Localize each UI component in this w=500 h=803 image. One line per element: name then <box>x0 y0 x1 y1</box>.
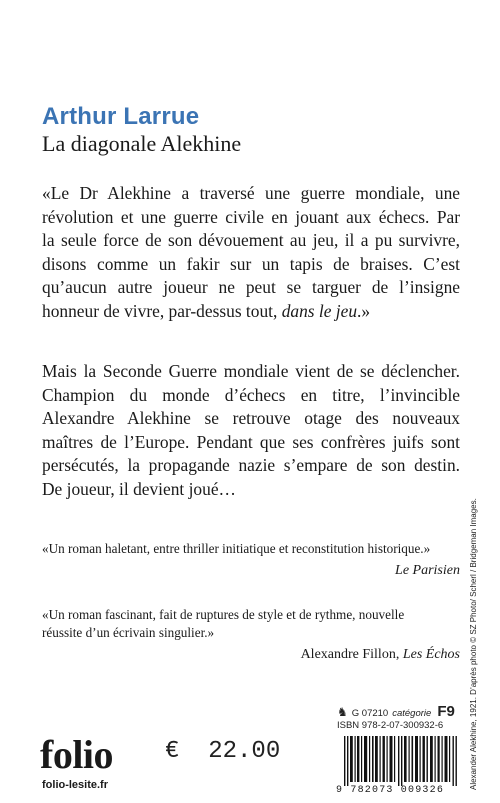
review-source-publication: Les Échos <box>402 647 460 662</box>
quote-line: disons comme un fakir sur un tapis de braises. C’est <box>42 253 460 274</box>
quote-last-prefix: honneur de vivre, par-dessus tout, <box>42 300 282 321</box>
author-name: Arthur Larrue <box>42 103 200 130</box>
barcode-number: 9 782073 009326 <box>336 785 445 796</box>
quote-line: révolution et une guerre civile en jouant aux échecs. Par <box>42 206 460 227</box>
quote-last-line <box>42 300 460 324</box>
isbn: ISBN 978-2-07-300932-6 <box>337 720 444 731</box>
review-source: Le Parisien <box>395 563 460 578</box>
review-le-parisien <box>42 540 460 580</box>
quote-last-suffix: .» <box>357 300 371 321</box>
book-title: La diagonale Alekhine <box>42 131 242 156</box>
publisher-website: folio-lesite.fr <box>42 779 109 791</box>
excerpt-quote <box>42 182 460 324</box>
review-source-author: Alexandre Fillon, <box>300 647 403 662</box>
summary-line: Mais la Seconde Guerre mondiale vient de se déclencher. <box>42 361 460 381</box>
review-source <box>42 646 460 664</box>
quote-line: qu’aucun autre joueur ne peut se targuer de l’insigne <box>42 277 460 298</box>
summary-line: De joueur, il devient joué… <box>42 478 236 499</box>
chess-knight-icon: ♞ <box>337 705 348 719</box>
summary-line: Alexandre Alekhine se retrouve otage des nouveaux <box>42 408 460 429</box>
summary-line: maîtres de l’Europe. Pendant que ses confrères juifs sont <box>42 431 460 452</box>
catalog-number: G 07210 <box>351 708 389 719</box>
review-text-line: réussite d’un écrivain singulier.» <box>42 625 215 640</box>
catalog-info <box>337 703 455 737</box>
quote-line: la seule force de son dévouement au jeu, il a pu survivre, <box>42 230 460 251</box>
summary-paragraph <box>42 360 460 502</box>
review-les-echos <box>42 606 460 664</box>
review-text-line: «Un roman fascinant, fait de ruptures de style et de rythme, nouvelle <box>42 607 405 622</box>
category-code: F9 <box>437 703 455 720</box>
photo-credit: Alexander Alekhine, 1921. D’après photo © SZ Photo/ Scherl / Bridgeman Images. <box>469 498 478 790</box>
barcode-icon <box>342 736 462 786</box>
quote-last-italic: dans le jeu <box>281 300 358 321</box>
summary-line: persécutés, la propagande nazie s’empare de son destin. <box>42 455 460 476</box>
publisher-logo: folio <box>40 732 114 777</box>
price-sticker: € 22.00 <box>165 738 281 765</box>
summary-line: Champion du monde d’échecs en titre, l’invincible <box>42 384 460 405</box>
category-label: catégorie <box>392 708 432 719</box>
quote-line: «Le Dr Alekhine a traversé une guerre mondiale, une <box>42 183 460 203</box>
review-text: «Un roman haletant, entre thriller initiatique et reconstitution historique.» <box>42 541 431 556</box>
